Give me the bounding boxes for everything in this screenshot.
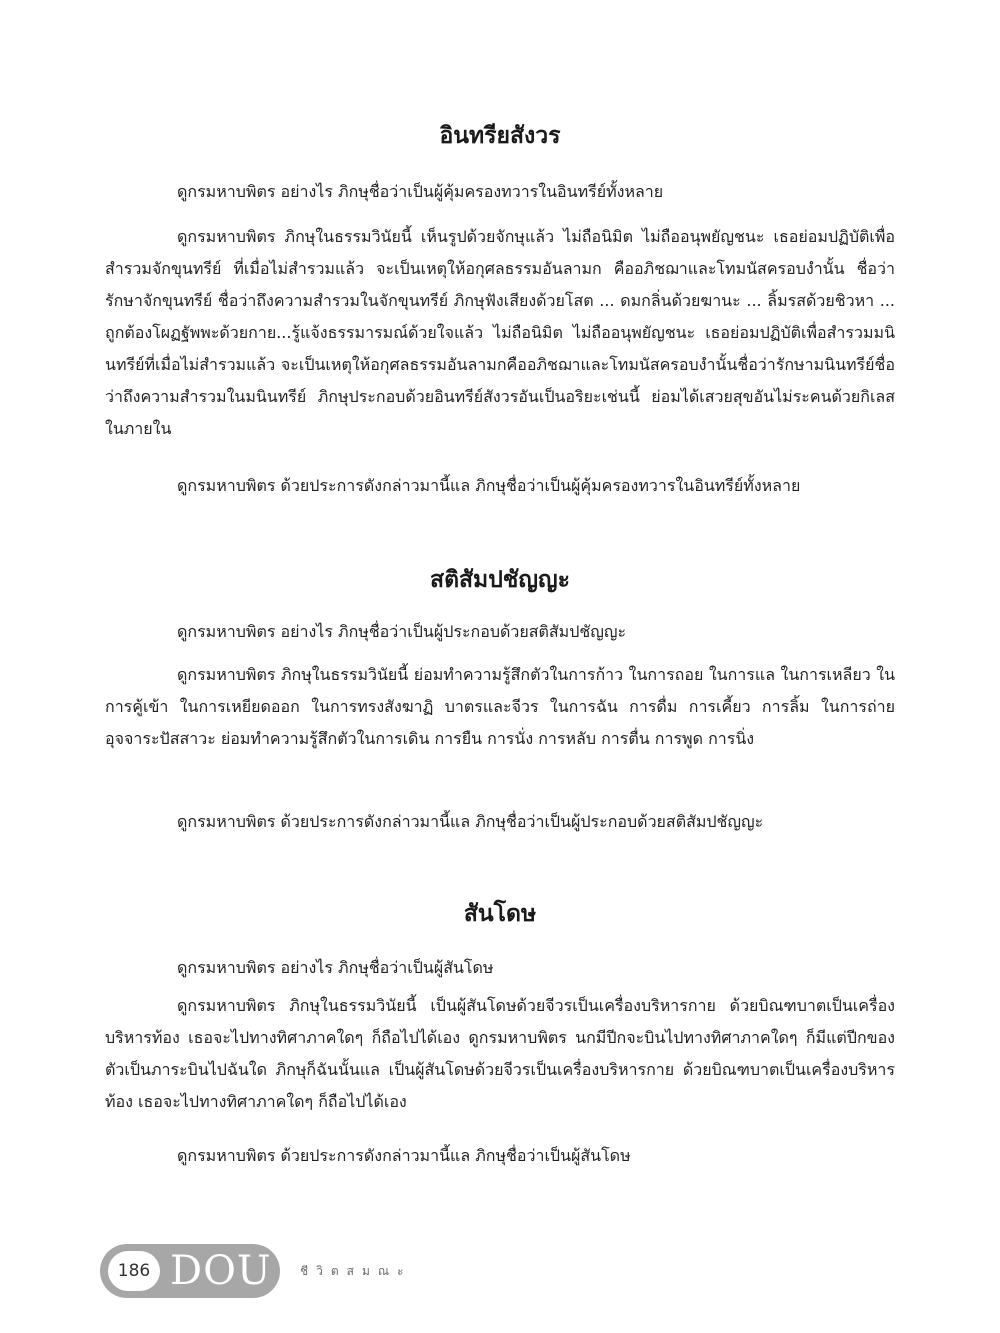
section-heading-sati: สติสัมปชัญญะ bbox=[430, 566, 570, 593]
footer-badge bbox=[100, 1244, 280, 1298]
question-paragraph: ดูกรมหาบพิตร อย่างไร ภิกษุชื่อว่าเป็นผู้ประกอบด้วยสติสัมปชัญญะ bbox=[177, 622, 627, 641]
body-paragraph: ดูกรมหาบพิตร ภิกษุในธรรมวินัยนี้ เห็นรูปด้วยจักษุแล้ว ไม่ถือนิมิต ไม่ถืออนุพยัญชนะ เธอย่อมปฏิบัติเพื่อสำรวมจักขุนทรีย์ ที่เมื่อไม่สำรวมแล้ว จะเป็นเหตุให้อกุศลธรรมอันลามก คืออภิชฌาและโทมนัสครอบงำนั้น ชื่อว่ารักษาจักขุนทรีย์ ชื่อว่าถึงความสำรวมในจักขุนทรีย์ ภิกษุฟังเสียงด้วยโสต ... ดมกลิ่นด้วยฆานะ ... ลิ้มรสด้วยชิวหา ... ถูกต้องโผฏฐัพพะด้วยกาย...รู้แจ้งธรรมารมณ์ด้วยใจแล้ว ไม่ถือนิมิต ไม่ถืออนุพยัญชนะ เธอย่อมปฏิบัติเพื่อสำรวมมนินทรีย์ที่เมื่อไม่สำรวมแล้ว จะเป็นเหตุให้อกุศลธรรมอันลามกคืออภิชฌาและโทมนัสครอบงำนั้นชื่อว่ารักษามนินทรีย์ชื่อว่าถึงความสำรวมในมนินทรีย์ ภิกษุประกอบด้วยอินทรีย์สังวรอันเป็นอริยะเช่นนี้ ย่อมได้เสวยสุขอันไม่ระคนด้วยกิเลสในภายใน bbox=[105, 227, 895, 438]
book-title: ชีวิตสมณะ bbox=[300, 1263, 412, 1278]
question-paragraph: ดูกรมหาบพิตร อย่างไร ภิกษุชื่อว่าเป็นผู้สันโดษ bbox=[177, 958, 494, 977]
conclusion-paragraph: ดูกรมหาบพิตร ด้วยประการดังกล่าวมานี้แล ภิกษุชื่อว่าเป็นผู้ประกอบด้วยสติสัมปชัญญะ bbox=[177, 812, 764, 831]
page-footer bbox=[100, 1244, 412, 1298]
conclusion-paragraph: ดูกรมหาบพิตร ด้วยประการดังกล่าวมานี้แล ภิกษุชื่อว่าเป็นผู้คุ้มครองทวารในอินทรีย์ทั้งหลาย bbox=[177, 476, 801, 495]
section-heading-indriya: อินทรียสังวร bbox=[439, 122, 561, 149]
conclusion-paragraph: ดูกรมหาบพิตร ด้วยประการดังกล่าวมานี้แล ภิกษุชื่อว่าเป็นผู้สันโดษ bbox=[177, 1146, 631, 1165]
body-paragraph: ดูกรมหาบพิตร ภิกษุในธรรมวินัยนี้ ย่อมทำความรู้สึกตัวในการก้าว ในการถอย ในการแล ในการเหลียว ในการคู้เข้า ในการเหยียดออก ในการทรงสังฆาฏิ บาตรและจีวร ในการฉัน การดื่ม การเคี้ยว การลิ้ม ในการถ่ายอุจจาระปัสสาวะ ย่อมทำความรู้สึกตัวในการเดิน การยืน การนั่ง การหลับ การตื่น การพูด การนิ่ง bbox=[105, 665, 895, 748]
body-paragraph: ดูกรมหาบพิตร ภิกษุในธรรมวินัยนี้ เป็นผู้สันโดษด้วยจีวรเป็นเครื่องบริหารกาย ด้วยบิณฑบาตเป็นเครื่องบริหารท้อง เธอจะไปทางทิศาภาคใดๆ ก็ถือไปได้เอง ดูกรมหาบพิตร นกมีปีกจะบินไปทางทิศาภาคใดๆ ก็มีแต่ปีกของตัวเป็นภาระบินไปฉันใด ภิกษุก็ฉันนั้นแล เป็นผู้สันโดษด้วยจีวรเป็นเครื่องบริหารกาย ด้วยบิณฑบาตเป็นเครื่องบริหารท้อง เธอจะไปทางทิศาภาคใดๆ ก็ถือไปได้เอง bbox=[105, 996, 895, 1111]
page-number: 186 bbox=[108, 1251, 160, 1291]
brand-logo: DOU bbox=[170, 1248, 272, 1294]
question-paragraph: ดูกรมหาบพิตร อย่างไร ภิกษุชื่อว่าเป็นผู้คุ้มครองทวารในอินทรีย์ทั้งหลาย bbox=[177, 182, 664, 201]
section-heading-santosa: สันโดษ bbox=[463, 900, 537, 927]
